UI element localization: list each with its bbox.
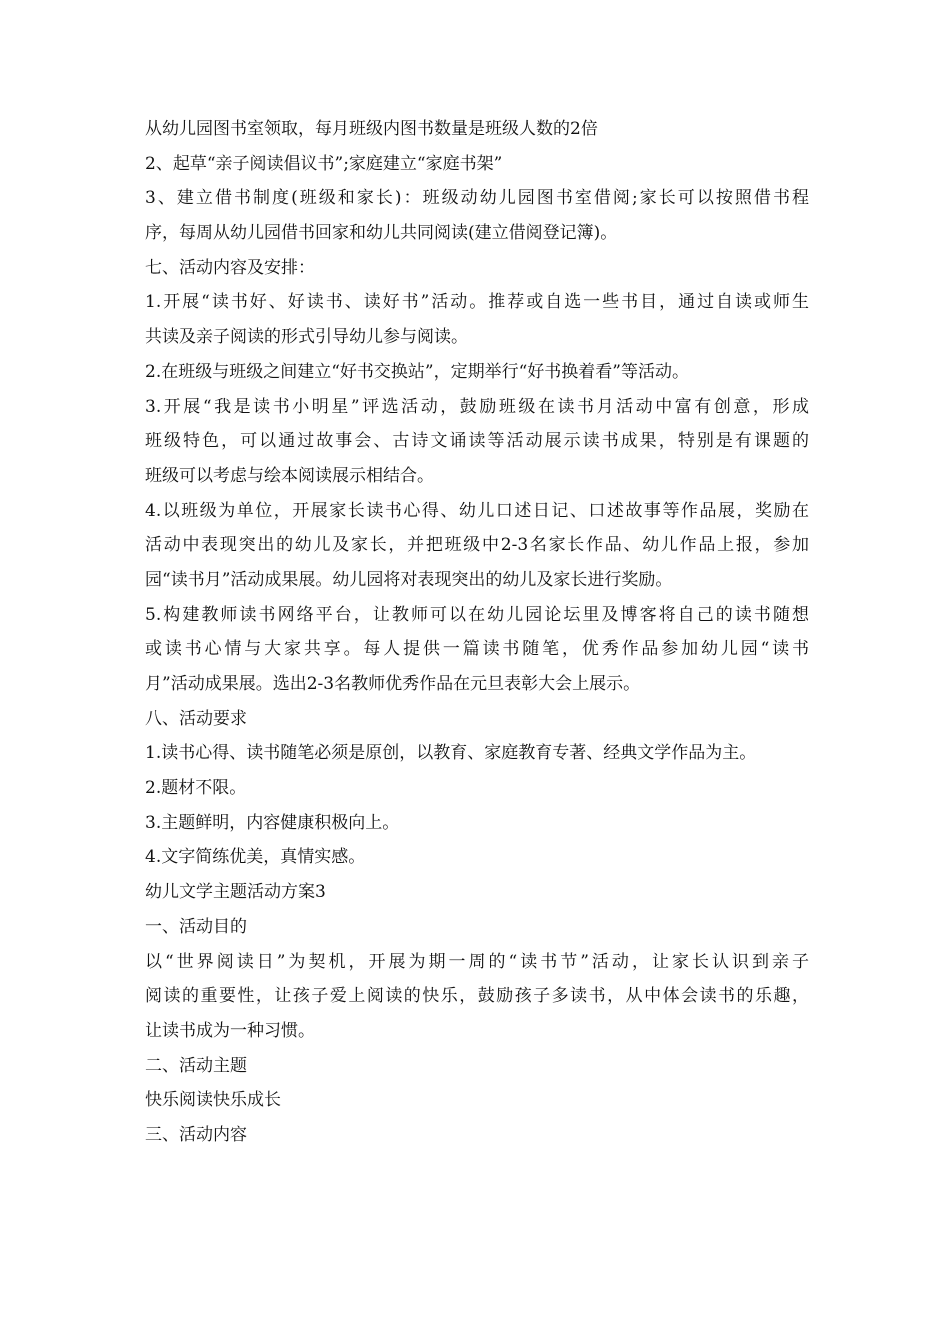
text-line: 2、起草“亲子阅读倡议书”;家庭建立“家庭书架” xyxy=(145,153,503,174)
text-line: 4.以班级为单位，开展家长读书心得、幼儿口述日记、口述故事等作品展，奖励在 xyxy=(145,500,809,521)
text-line: 2.题材不限。 xyxy=(145,778,247,799)
section-heading: 三、活动内容 xyxy=(145,1124,247,1145)
document-body xyxy=(145,112,809,1153)
text-line: 园“读书月”活动成果展。幼儿园将对表现突出的幼儿及家长进行奖励。 xyxy=(145,569,673,590)
text-line: 以“世界阅读日”为契机，开展为期一周的“读书节”活动，让家长认识到亲子 xyxy=(145,951,809,972)
text-line: 共读及亲子阅读的形式引导幼儿参与阅读。 xyxy=(145,327,468,348)
text-line: 3.开展“我是读书小明星”评选活动，鼓励班级在读书月活动中富有创意，形成 xyxy=(145,396,809,417)
text-line: 1.开展“读书好、好读书、读好书”活动。推荐或自选一些书目，通过自读或师生 xyxy=(145,292,809,313)
text-line: 3、建立借书制度(班级和家长)：班级动幼儿园图书室借阅;家长可以按照借书程 xyxy=(145,188,809,209)
text-line: 班级可以考虑与绘本阅读展示相结合。 xyxy=(145,465,434,486)
text-line: 从幼儿园图书室领取，每月班级内图书数量是班级人数的2倍 xyxy=(145,119,598,139)
text-line: 让读书成为一种习惯。 xyxy=(145,1020,315,1041)
text-line: 4.文字简练优美，真情实感。 xyxy=(145,847,366,868)
text-line: 班级特色，可以通过故事会、古诗文诵读等活动展示读书成果，特别是有课题的 xyxy=(145,431,809,452)
text-line: 3.主题鲜明，内容健康积极向上。 xyxy=(145,812,400,833)
document-title: 幼儿文学主题活动方案3 xyxy=(145,882,326,903)
text-line: 或读书心情与大家共享。每人提供一篇读书随笔，优秀作品参加幼儿园“读书 xyxy=(145,639,809,660)
section-heading: 八、活动要求 xyxy=(145,708,247,729)
text-line: 1.读书心得、读书随笔必须是原创，以教育、家庭教育专著、经典文学作品为主。 xyxy=(145,743,757,764)
section-heading: 二、活动主题 xyxy=(145,1055,247,1076)
text-line: 阅读的重要性，让孩子爱上阅读的快乐，鼓励孩子多读书，从中体会读书的乐趣， xyxy=(145,986,809,1007)
text-line: 快乐阅读快乐成长 xyxy=(145,1090,281,1111)
text-line: 活动中表现突出的幼儿及家长，并把班级中2-3名家长作品、幼儿作品上报，参加 xyxy=(145,535,809,556)
section-heading: 七、活动内容及安排： xyxy=(145,257,315,278)
text-line: 序，每周从幼儿园借书回家和幼儿共同阅读(建立借阅登记簿)。 xyxy=(145,223,618,244)
text-line: 月”活动成果展。选出2-3名教师优秀作品在元旦表彰大会上展示。 xyxy=(145,674,641,694)
text-line: 5.构建教师读书网络平台，让教师可以在幼儿园论坛里及博客将自己的读书随想 xyxy=(145,604,809,625)
text-line: 2.在班级与班级之间建立“好书交换站”，定期举行“好书换着看”等活动。 xyxy=(145,361,689,382)
section-heading: 一、活动目的 xyxy=(145,916,247,937)
